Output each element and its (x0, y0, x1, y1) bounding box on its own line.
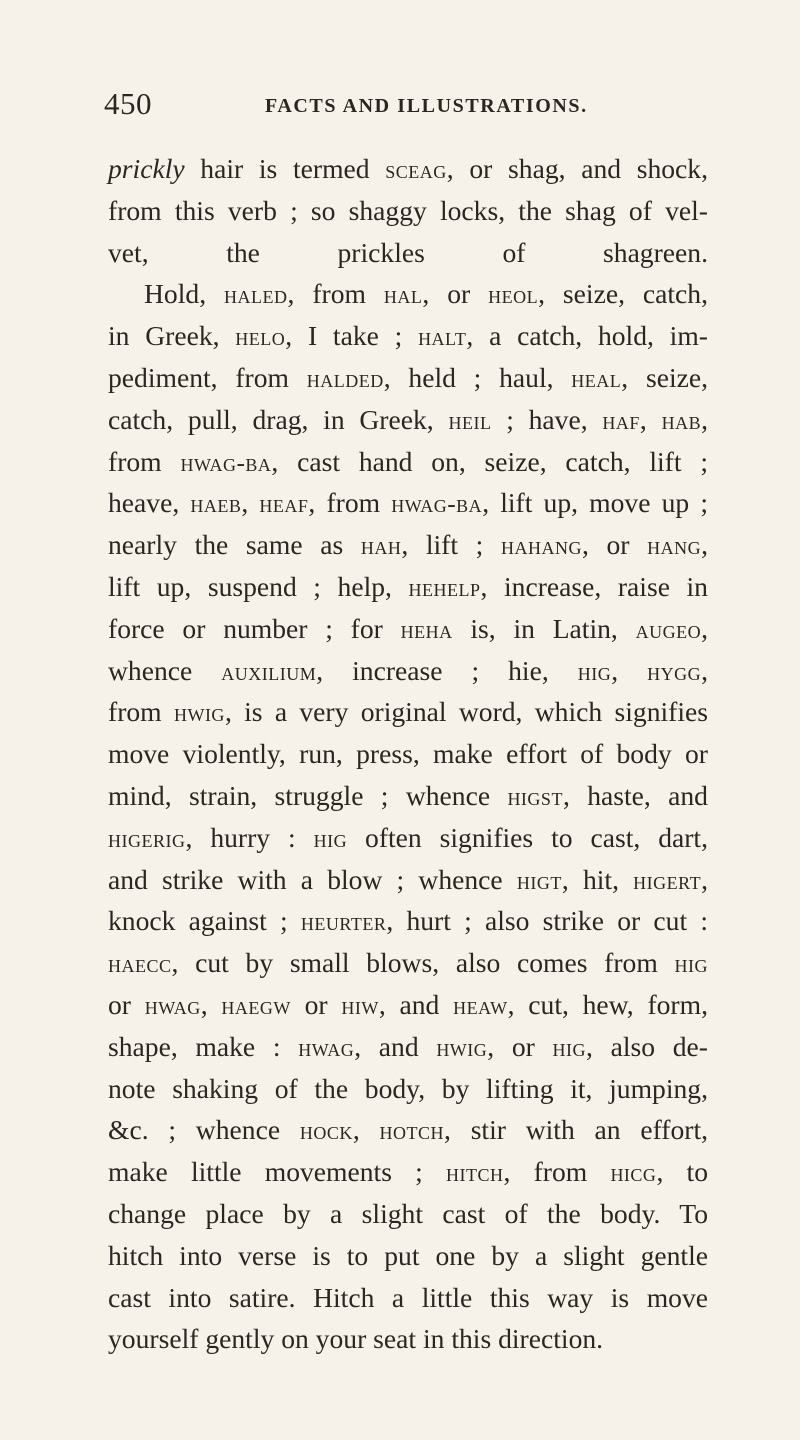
text-run: , (611, 654, 648, 686)
text-run: , from (287, 278, 384, 310)
small-caps-term: hah (360, 532, 402, 561)
text-line (108, 190, 708, 232)
small-caps-term: hab (661, 406, 702, 435)
small-caps-term: heol (488, 281, 539, 310)
small-caps-term: hehelp (408, 573, 481, 602)
text-line (108, 357, 708, 399)
text-run: , hurry : (185, 821, 314, 853)
text-run: heave, (108, 487, 191, 519)
small-caps-term: haegw (221, 991, 291, 1020)
text-line (108, 1235, 708, 1277)
text-run: shape, make : (108, 1030, 299, 1062)
text-run: pediment, from (108, 361, 307, 393)
small-caps-term: halded (306, 364, 384, 393)
small-caps-term: augeo (635, 615, 702, 644)
small-caps-term: hwag-ba (180, 448, 272, 477)
text-run: , (701, 612, 708, 644)
text-run: force or number ; for (108, 612, 401, 644)
text-run: cast into satire. Hitch a little this way is move (108, 1281, 708, 1313)
text-run: , lift up, move up ; (482, 487, 708, 519)
text-run: , to (656, 1156, 708, 1188)
text-run: , (352, 1114, 380, 1146)
text-run: knock against ; (108, 905, 301, 937)
text-run: in Greek, (108, 320, 236, 352)
text-line (108, 650, 708, 692)
small-caps-term: heal (571, 364, 622, 393)
text-run: , haste, and (562, 779, 708, 811)
text-run: from (108, 445, 181, 477)
small-caps-term: hicg (610, 1159, 657, 1188)
small-caps-term: hock (299, 1117, 353, 1146)
small-caps-term: halt (418, 323, 467, 352)
small-caps-term: heha (400, 615, 453, 644)
text-run: , lift ; (401, 529, 501, 561)
text-line (108, 315, 708, 357)
page-header (104, 86, 704, 126)
text-line (108, 1068, 708, 1110)
text-line (108, 859, 708, 901)
text-run: , or (422, 278, 489, 310)
text-run: from (108, 696, 174, 728)
text-run: whence (108, 654, 222, 686)
text-run: , and (378, 988, 454, 1020)
text-line (108, 1277, 708, 1319)
text-line (108, 691, 708, 733)
text-run: lift up, suspend ; help, (108, 570, 409, 602)
text-run: , cut by small blows, also comes from (171, 947, 675, 979)
text-run: , (241, 487, 260, 519)
text-line (108, 441, 708, 483)
small-caps-term: haeb (190, 490, 242, 519)
small-caps-term: auxilium (221, 657, 317, 686)
page-number: 450 (104, 86, 152, 121)
text-line (108, 524, 708, 566)
text-run: hair is termed (184, 153, 386, 184)
text-run: &c. ; whence (108, 1114, 300, 1146)
italic-word: prickly (108, 153, 185, 184)
text-run: , or (581, 529, 648, 561)
small-caps-term: haf (602, 406, 640, 435)
text-line (108, 232, 708, 274)
small-caps-term: hwig (173, 699, 225, 728)
text-run: , (701, 863, 708, 895)
text-run: , a catch, hold, im- (466, 320, 708, 352)
text-run: , (701, 654, 709, 686)
small-caps-term: higert (633, 866, 702, 895)
text-run: and strike with a blow ; whence (108, 863, 517, 895)
text-run: , seize, catch, (538, 278, 708, 310)
text-run: , cut, hew, form, (507, 988, 708, 1020)
text-line (108, 1193, 708, 1235)
body-text (108, 148, 708, 1360)
small-caps-term: sceag (385, 156, 447, 184)
text-run: , also de- (586, 1030, 708, 1062)
text-line (108, 775, 708, 817)
text-run: , cast hand on, seize, catch, lift ; (271, 445, 708, 477)
text-line (108, 566, 708, 608)
text-run: hitch into verse is to put one by a slight gentle (108, 1239, 708, 1271)
text-line (108, 273, 708, 315)
text-line (108, 984, 708, 1026)
text-run: from this verb ; so shaggy locks, the shag of vel- (108, 194, 708, 226)
text-run: ; have, (491, 403, 603, 435)
text-run: change place by a slight cast of the body. To (108, 1197, 708, 1229)
text-run: yourself gently on your seat in this direction. (108, 1323, 604, 1355)
text-run: , held ; haul, (383, 361, 572, 393)
small-caps-term: heurter (300, 908, 387, 937)
text-run: vet, the prickles of shagreen. (108, 236, 708, 268)
text-line (108, 942, 708, 984)
small-caps-term: helo (235, 323, 286, 352)
text-run: , stir with an effort, (444, 1114, 709, 1146)
small-caps-term: heaw (453, 991, 508, 1020)
text-run: , (701, 403, 708, 435)
small-caps-term: hig (577, 657, 612, 686)
small-caps-term: hotch (379, 1117, 445, 1146)
small-caps-term: haecc (108, 950, 172, 979)
text-run: , or shag, and shock, (446, 153, 709, 184)
text-line (108, 900, 708, 942)
text-run: catch, pull, drag, in Greek, (108, 403, 449, 435)
small-caps-term: hygg (647, 657, 702, 686)
text-run: , (701, 529, 708, 561)
text-run: , hit, (561, 863, 634, 895)
text-run: , (639, 403, 662, 435)
small-caps-term: hwag (144, 991, 201, 1020)
text-line (108, 1109, 708, 1151)
small-caps-term: higst (507, 782, 563, 811)
text-run: nearly the same as (108, 529, 361, 561)
small-caps-term: hig (552, 1033, 587, 1062)
running-title: FACTS AND ILLUSTRATIONS. (265, 95, 588, 117)
text-line (108, 1318, 708, 1360)
text-run: , I take ; (285, 320, 419, 352)
text-line (108, 1026, 708, 1068)
text-run: mind, strain, struggle ; whence (108, 779, 508, 811)
text-run: or (290, 988, 342, 1020)
text-run: move violently, run, press, make effort of body or (108, 738, 708, 770)
small-caps-term: hig (313, 824, 348, 853)
text-run: , increase, raise in (480, 570, 708, 602)
small-caps-term: hitch (446, 1159, 504, 1188)
small-caps-term: heil (448, 406, 492, 435)
text-run: , seize, (621, 361, 709, 393)
small-caps-term: heaf (259, 490, 309, 519)
small-caps-term: hwag (298, 1033, 355, 1062)
text-run: , from (308, 487, 392, 519)
text-line (108, 608, 708, 650)
small-caps-term: higerig (108, 824, 186, 853)
text-run: make little movements ; (108, 1156, 446, 1188)
text-run: , and (354, 1030, 437, 1062)
small-caps-term: hiw (341, 991, 379, 1020)
small-caps-term: hwig (436, 1033, 488, 1062)
small-caps-term: hang (647, 532, 702, 561)
text-run: , hurt ; also strike or cut : (386, 905, 708, 937)
small-caps-term: higt (516, 866, 562, 895)
text-run: , from (503, 1156, 611, 1188)
text-line (108, 1151, 708, 1193)
small-caps-term: hal (383, 281, 423, 310)
text-run: note shaking of the body, by lifting it, jumping, (108, 1072, 708, 1104)
text-line (108, 399, 708, 441)
text-run: or (108, 988, 145, 1020)
text-line (108, 817, 708, 859)
text-run: is, in Latin, (452, 612, 636, 644)
text-line (108, 148, 708, 190)
text-line (108, 733, 708, 775)
text-run: Hold, (144, 278, 225, 310)
text-run: , increase ; hie, (316, 654, 578, 686)
text-run: , is a very original word, which signifies (224, 696, 708, 728)
text-run: , or (487, 1030, 553, 1062)
text-run: often signifies to cast, dart, (347, 821, 708, 853)
text-run: , (200, 988, 222, 1020)
small-caps-term: hahang (500, 532, 582, 561)
text-line (108, 482, 708, 524)
small-caps-term: hig (674, 950, 708, 979)
small-caps-term: haled (224, 281, 288, 310)
small-caps-term: hwag-ba (391, 490, 483, 519)
